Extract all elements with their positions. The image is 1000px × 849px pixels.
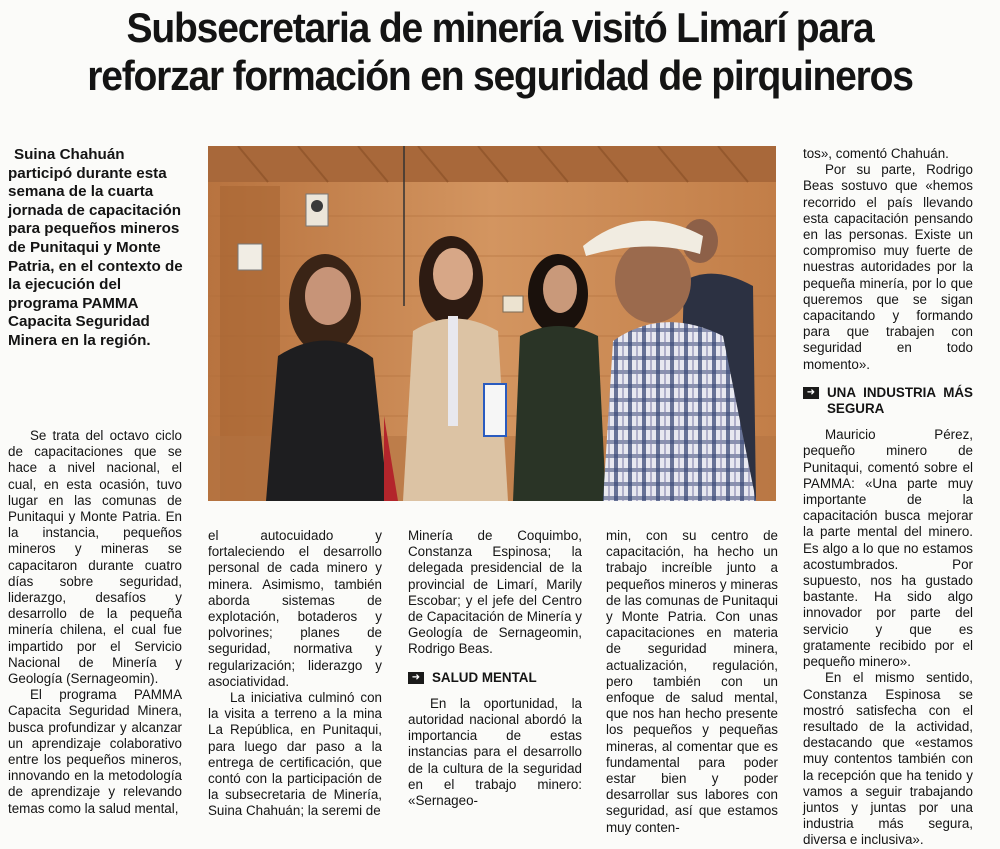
headline-line-1: Subsecretaria de minería visitó Limarí para: [126, 4, 874, 51]
headline: [35, 4, 965, 100]
subhead-salud-mental-text: SALUD MENTAL: [432, 669, 537, 685]
article-photo: [208, 146, 776, 501]
col2-paragraph-2: La iniciativa culminó con la visita a terreno a la mina La República, en Punitaqui, para luego dar paso a la entrega de certificación, que contó con la participación de la subsecretaria de Minería, Suina Chahuán; la seremi de: [208, 690, 382, 819]
col5-paragraph-4: En el mismo sentido, Constanza Espinosa se mostró satisfecha con el resultado de la actividad, destacando que «estamos muy contentos también con la recepción que ha tenido y vamos a seguir trabajando juntos y juntas por una industria más segura, diversa e inclusiva».: [803, 670, 973, 848]
arrow-right-icon: ➜: [803, 387, 819, 399]
col5-paragraph-1: tos», comentó Chahuán.: [803, 146, 949, 161]
col4-paragraph-1: min, con su centro de capacitación, ha hecho un trabajo increíble junto a pequeños mineros y mineras de las comunas de Punitaqui y Monte Patria. Con unas capacitaciones en materia de seguridad minera, actualización, regulación, pero también con un enfoque de salud mental, que nos han hecho presente los pequeños y pequeñas mineras, al comentar que es fundamental para poder estar bien y poder desarrollar sus labores con seguridad, así que estamos muy conten-: [606, 528, 778, 835]
column-3: [408, 528, 582, 809]
col1-paragraph-2: El programa PAMMA Capacita Seguridad Minera, busca profundizar y alcanzar un aprendizaje colaborativo entre los pequeños mineros, innovando en la metodología de aprendizaje y relevando temas como la salud mental,: [8, 687, 182, 816]
headline-line-2: reforzar formación en seguridad de pirquineros: [87, 52, 913, 99]
col3-paragraph-2: En la oportunidad, la autoridad nacional abordó la importancia de estas instancias para el desarrollo de la cultura de la seguridad en el trabajo minero: «Sernageo-: [408, 695, 582, 809]
column-1: [8, 428, 182, 817]
lead-paragraph: Suina Chahuán participó durante esta semana de la cuarta jornada de capacitación para pequeños mineros de Punitaqui y Monte Patria, en el contexto de la ejecución del programa PAMMA Capacita Seguridad Minera en la región.: [8, 146, 183, 349]
col2-paragraph-1: el autocuidado y fortaleciendo el desarrollo personal de cada minero y minera. Asimismo, también aborda sistemas de explotación, botaderos y polvorines; planes de seguridad, normativa y regularización; liderazgo y asociatividad.: [208, 528, 382, 689]
column-5: [803, 146, 973, 849]
column-4: [606, 528, 778, 836]
col5-paragraph-3: Mauricio Pérez, pequeño minero de Punitaqui, comentó sobre el PAMMA: «Una parte muy importante de la capacitación busca mejorar la parte mental del minero. Es algo a lo que no estamos acostumbrados. Por supuesto, nos ha gustado bastante. Ha sido algo innovador por parte del servicio y que es gratamente recibido por el pequeño minero».: [803, 427, 973, 670]
subhead-industria-segura-text: UNA INDUSTRIA MÁS SEGURA: [827, 384, 973, 417]
subhead-salud-mental: [408, 670, 582, 686]
subhead-industria-segura: [803, 385, 973, 417]
column-2: [208, 528, 382, 820]
col3-paragraph-1: Minería de Coquimbo, Constanza Espinosa; la delegada presidencial de la provincial de Limarí, Marily Escobar; y el jefe del Centro de Capacitación de Minería y Geología de Sernageomin, Rodrigo Beas.: [408, 528, 582, 657]
col5-paragraph-2: Por su parte, Rodrigo Beas sostuvo que «hemos recorrido el país llevando esta capacitación pensando en las personas. Existe un compromiso muy fuerte de nuestras autoridades por la pequeña minería, por lo que queremos que se sigan capacitando y formando para que trabajen con seguridad en todo momento».: [803, 162, 973, 372]
arrow-right-icon: ➜: [408, 672, 424, 684]
col1-paragraph-1: Se trata del octavo ciclo de capacitaciones que se hace a nivel nacional, el cual, en esta ocasión, tuvo lugar en las comunas de Punitaqui y Monte Patria. En la instancia, pequeños mineros y mineras se capacitaron durante cuatro días sobre seguridad, liderazgo, desafíos y desarrollo de la pequeña minería chilena, el cual fue impartido por el Servicio Nacional de Minería y Geología (Sernageomin).: [8, 428, 182, 687]
